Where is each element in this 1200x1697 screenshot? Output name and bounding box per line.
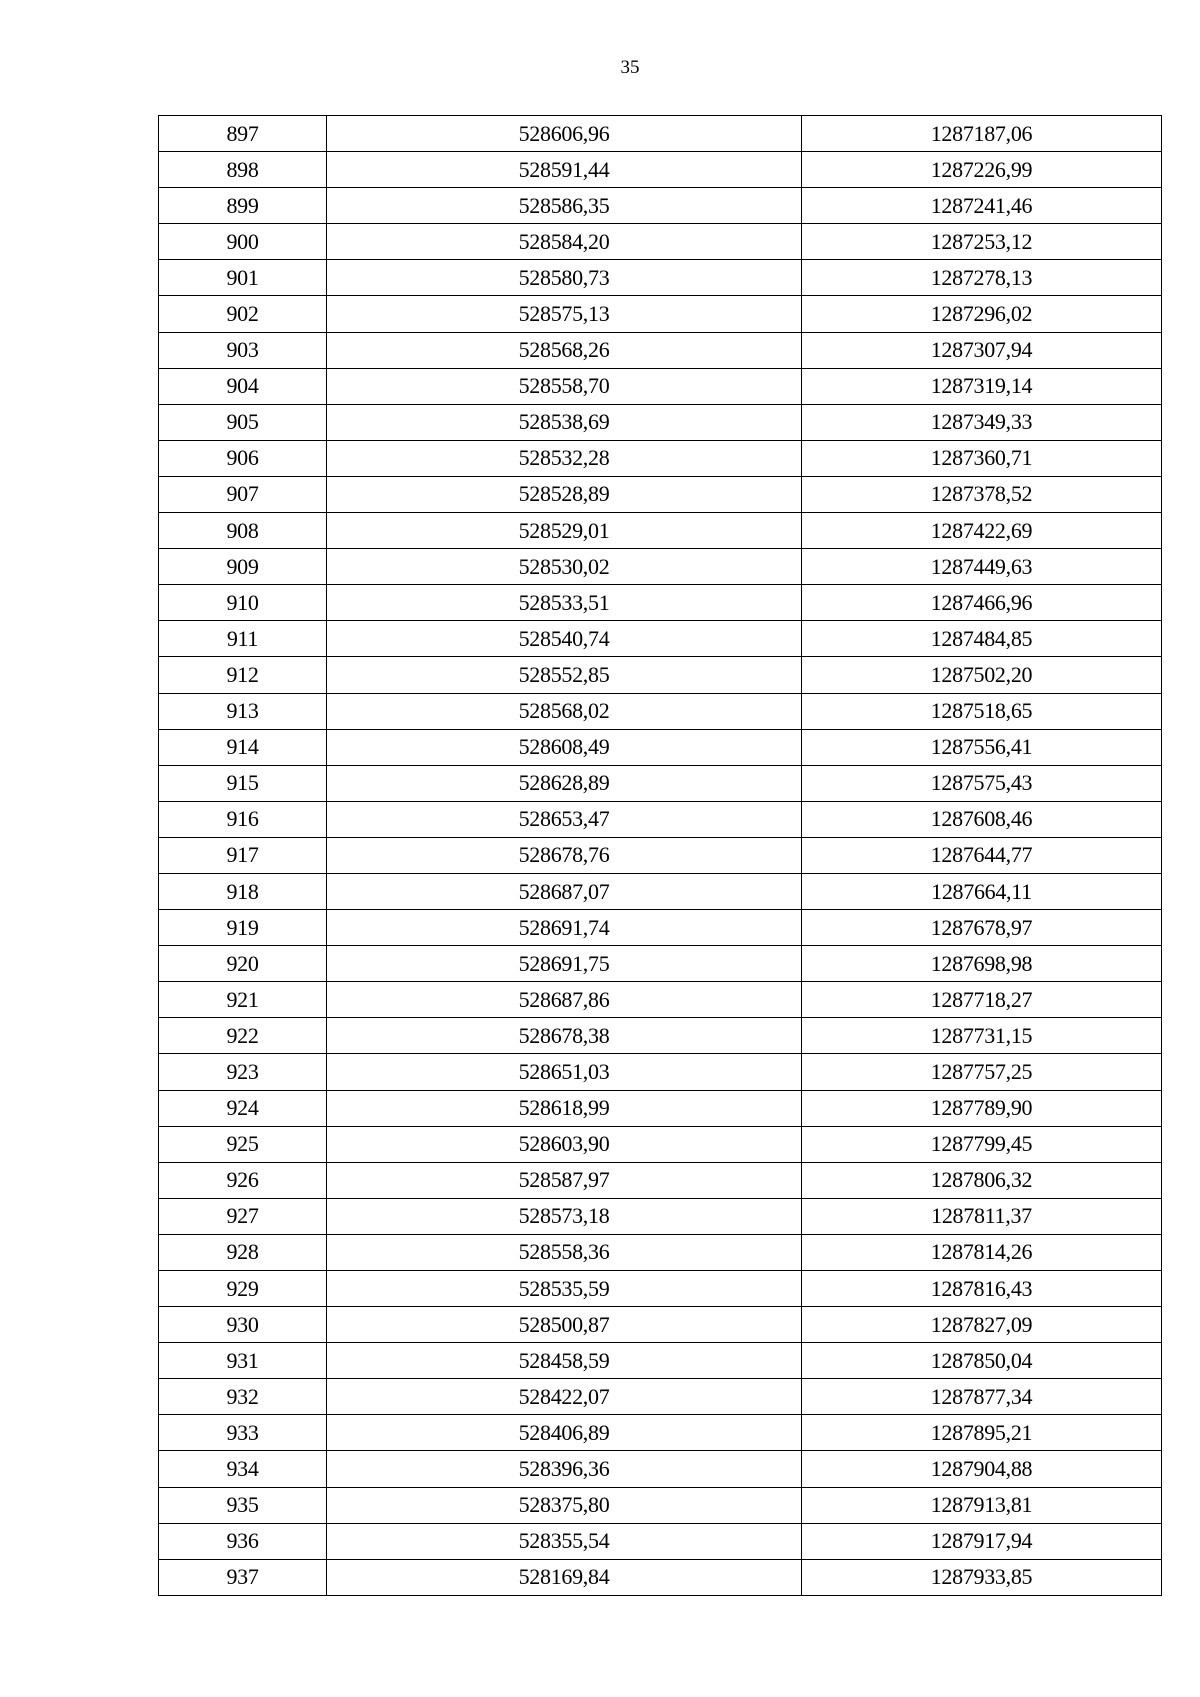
y-coordinate-cell: 1287360,71 [802,440,1162,476]
table-row [159,1234,1162,1270]
table-row [159,476,1162,512]
point-number-cell: 930 [159,1307,327,1343]
point-number-cell: 918 [159,873,327,909]
point-number-cell: 923 [159,1054,327,1090]
y-coordinate-cell: 1287827,09 [802,1307,1162,1343]
y-coordinate-cell: 1287799,45 [802,1126,1162,1162]
y-coordinate-cell: 1287678,97 [802,910,1162,946]
y-coordinate-cell: 1287913,81 [802,1487,1162,1523]
table-row [159,585,1162,621]
x-coordinate-cell: 528500,87 [327,1307,802,1343]
point-number-cell: 911 [159,621,327,657]
table-row [159,1198,1162,1234]
x-coordinate-cell: 528532,28 [327,440,802,476]
y-coordinate-cell: 1287575,43 [802,765,1162,801]
table-row [159,440,1162,476]
y-coordinate-cell: 1287378,52 [802,476,1162,512]
point-number-cell: 903 [159,332,327,368]
table-row [159,1487,1162,1523]
point-number-cell: 935 [159,1487,327,1523]
x-coordinate-cell: 528584,20 [327,224,802,260]
point-number-cell: 917 [159,837,327,873]
y-coordinate-cell: 1287904,88 [802,1451,1162,1487]
x-coordinate-cell: 528568,26 [327,332,802,368]
table-row [159,224,1162,260]
x-coordinate-cell: 528558,36 [327,1234,802,1270]
point-number-cell: 922 [159,1018,327,1054]
table-row [159,332,1162,368]
x-coordinate-cell: 528528,89 [327,476,802,512]
y-coordinate-cell: 1287466,96 [802,585,1162,621]
table-row [159,152,1162,188]
x-coordinate-cell: 528678,76 [327,837,802,873]
y-coordinate-cell: 1287518,65 [802,693,1162,729]
y-coordinate-cell: 1287278,13 [802,260,1162,296]
page-number: 35 [620,57,640,78]
y-coordinate-cell: 1287556,41 [802,729,1162,765]
x-coordinate-cell: 528422,07 [327,1379,802,1415]
table-row [159,188,1162,224]
table-row [159,260,1162,296]
x-coordinate-cell: 528575,13 [327,296,802,332]
table-row [159,404,1162,440]
table-row [159,837,1162,873]
point-number-cell: 926 [159,1162,327,1198]
y-coordinate-cell: 1287917,94 [802,1523,1162,1559]
point-number-cell: 914 [159,729,327,765]
point-number-cell: 915 [159,765,327,801]
table-row [159,1523,1162,1559]
x-coordinate-cell: 528580,73 [327,260,802,296]
point-number-cell: 899 [159,188,327,224]
x-coordinate-cell: 528169,84 [327,1559,802,1595]
table-row [159,946,1162,982]
table-row [159,1559,1162,1595]
y-coordinate-cell: 1287718,27 [802,982,1162,1018]
x-coordinate-cell: 528587,97 [327,1162,802,1198]
point-number-cell: 907 [159,476,327,512]
point-number-cell: 934 [159,1451,327,1487]
x-coordinate-cell: 528687,86 [327,982,802,1018]
point-number-cell: 921 [159,982,327,1018]
x-coordinate-cell: 528558,70 [327,368,802,404]
x-coordinate-cell: 528533,51 [327,585,802,621]
table-row [159,1162,1162,1198]
x-coordinate-cell: 528691,74 [327,910,802,946]
y-coordinate-cell: 1287241,46 [802,188,1162,224]
x-coordinate-cell: 528608,49 [327,729,802,765]
x-coordinate-cell: 528535,59 [327,1271,802,1307]
y-coordinate-cell: 1287187,06 [802,116,1162,152]
y-coordinate-cell: 1287789,90 [802,1090,1162,1126]
point-number-cell: 912 [159,657,327,693]
table-row [159,982,1162,1018]
table-row [159,657,1162,693]
y-coordinate-cell: 1287757,25 [802,1054,1162,1090]
point-number-cell: 927 [159,1198,327,1234]
coordinates-table [158,115,1162,1596]
coordinates-table-body [159,116,1162,1596]
x-coordinate-cell: 528568,02 [327,693,802,729]
y-coordinate-cell: 1287608,46 [802,801,1162,837]
x-coordinate-cell: 528552,85 [327,657,802,693]
x-coordinate-cell: 528540,74 [327,621,802,657]
point-number-cell: 897 [159,116,327,152]
y-coordinate-cell: 1287816,43 [802,1271,1162,1307]
table-row [159,1451,1162,1487]
point-number-cell: 931 [159,1343,327,1379]
point-number-cell: 925 [159,1126,327,1162]
point-number-cell: 906 [159,440,327,476]
point-number-cell: 920 [159,946,327,982]
y-coordinate-cell: 1287307,94 [802,332,1162,368]
point-number-cell: 929 [159,1271,327,1307]
point-number-cell: 936 [159,1523,327,1559]
table-row [159,765,1162,801]
x-coordinate-cell: 528678,38 [327,1018,802,1054]
y-coordinate-cell: 1287814,26 [802,1234,1162,1270]
x-coordinate-cell: 528603,90 [327,1126,802,1162]
y-coordinate-cell: 1287895,21 [802,1415,1162,1451]
table-row [159,1126,1162,1162]
y-coordinate-cell: 1287319,14 [802,368,1162,404]
point-number-cell: 916 [159,801,327,837]
table-row [159,296,1162,332]
x-coordinate-cell: 528653,47 [327,801,802,837]
table-row [159,116,1162,152]
y-coordinate-cell: 1287664,11 [802,873,1162,909]
x-coordinate-cell: 528406,89 [327,1415,802,1451]
x-coordinate-cell: 528573,18 [327,1198,802,1234]
table-row [159,1054,1162,1090]
x-coordinate-cell: 528606,96 [327,116,802,152]
table-row [159,1018,1162,1054]
table-row [159,513,1162,549]
point-number-cell: 932 [159,1379,327,1415]
y-coordinate-cell: 1287226,99 [802,152,1162,188]
point-number-cell: 900 [159,224,327,260]
y-coordinate-cell: 1287698,98 [802,946,1162,982]
x-coordinate-cell: 528538,69 [327,404,802,440]
x-coordinate-cell: 528530,02 [327,549,802,585]
point-number-cell: 901 [159,260,327,296]
x-coordinate-cell: 528591,44 [327,152,802,188]
x-coordinate-cell: 528687,07 [327,873,802,909]
point-number-cell: 910 [159,585,327,621]
table-row [159,1379,1162,1415]
table-row [159,1271,1162,1307]
table-row [159,621,1162,657]
point-number-cell: 919 [159,910,327,946]
x-coordinate-cell: 528355,54 [327,1523,802,1559]
table-row [159,801,1162,837]
y-coordinate-cell: 1287644,77 [802,837,1162,873]
x-coordinate-cell: 528458,59 [327,1343,802,1379]
point-number-cell: 898 [159,152,327,188]
y-coordinate-cell: 1287253,12 [802,224,1162,260]
table-row [159,729,1162,765]
y-coordinate-cell: 1287731,15 [802,1018,1162,1054]
y-coordinate-cell: 1287502,20 [802,657,1162,693]
x-coordinate-cell: 528586,35 [327,188,802,224]
x-coordinate-cell: 528375,80 [327,1487,802,1523]
x-coordinate-cell: 528651,03 [327,1054,802,1090]
table-row [159,1415,1162,1451]
y-coordinate-cell: 1287422,69 [802,513,1162,549]
x-coordinate-cell: 528628,89 [327,765,802,801]
point-number-cell: 913 [159,693,327,729]
y-coordinate-cell: 1287349,33 [802,404,1162,440]
point-number-cell: 905 [159,404,327,440]
table-row [159,549,1162,585]
table-row [159,1307,1162,1343]
point-number-cell: 928 [159,1234,327,1270]
x-coordinate-cell: 528691,75 [327,946,802,982]
table-row [159,693,1162,729]
y-coordinate-cell: 1287877,34 [802,1379,1162,1415]
x-coordinate-cell: 528618,99 [327,1090,802,1126]
point-number-cell: 902 [159,296,327,332]
x-coordinate-cell: 528396,36 [327,1451,802,1487]
point-number-cell: 908 [159,513,327,549]
table-row [159,1343,1162,1379]
y-coordinate-cell: 1287296,02 [802,296,1162,332]
table-row [159,873,1162,909]
y-coordinate-cell: 1287449,63 [802,549,1162,585]
y-coordinate-cell: 1287811,37 [802,1198,1162,1234]
point-number-cell: 924 [159,1090,327,1126]
table-row [159,1090,1162,1126]
y-coordinate-cell: 1287806,32 [802,1162,1162,1198]
y-coordinate-cell: 1287484,85 [802,621,1162,657]
x-coordinate-cell: 528529,01 [327,513,802,549]
point-number-cell: 909 [159,549,327,585]
y-coordinate-cell: 1287933,85 [802,1559,1162,1595]
point-number-cell: 937 [159,1559,327,1595]
point-number-cell: 904 [159,368,327,404]
y-coordinate-cell: 1287850,04 [802,1343,1162,1379]
point-number-cell: 933 [159,1415,327,1451]
table-row [159,910,1162,946]
table-row [159,368,1162,404]
